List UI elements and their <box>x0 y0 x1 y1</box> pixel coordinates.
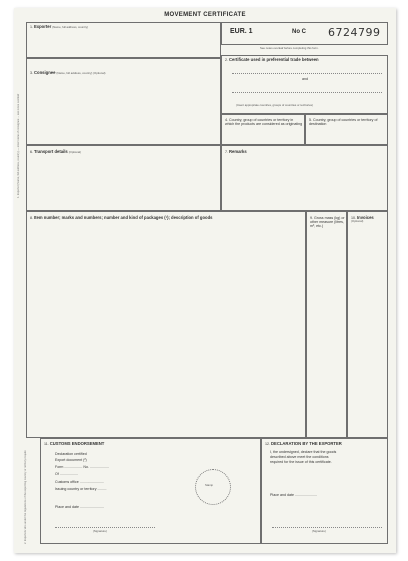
dotted-line <box>232 92 382 93</box>
signature-caption: (Signature) <box>312 529 326 533</box>
consignee-label: Consignee <box>34 70 56 75</box>
notes-hint: See notes overleaf before completing this form. <box>260 46 319 50</box>
preferential-trade-label: Certificate used in preferential trade between <box>229 57 319 62</box>
box-goods-description[interactable] <box>26 211 306 438</box>
customs-office-line[interactable]: Customs office ........................ <box>55 480 104 484</box>
box-preferential-trade[interactable] <box>221 55 388 114</box>
box-origin-country[interactable] <box>221 114 305 145</box>
box-remarks[interactable] <box>221 145 388 211</box>
box-number: 4. <box>225 118 228 122</box>
box-gross-mass[interactable] <box>306 211 347 438</box>
box-destination-country[interactable] <box>305 114 388 145</box>
box-customs-endorsement[interactable] <box>40 438 261 544</box>
document-title: MOVEMENT CERTIFICATE <box>164 12 246 18</box>
box-transport-details[interactable] <box>26 145 221 211</box>
issuing-country-line[interactable]: Issuing country or territory ......... <box>55 487 107 491</box>
side-note-bottom: 2. Exporters who under the regulations of the exporting country or territory require <box>24 450 27 544</box>
certificate-sheet <box>14 8 396 553</box>
exporter-declaration-label: DECLARATION BY THE EXPORTER <box>271 441 342 446</box>
remarks-label: Remarks <box>229 149 247 154</box>
box-number: 2. <box>225 58 228 62</box>
box-number: 5. <box>309 118 312 122</box>
signature-line[interactable] <box>272 527 382 528</box>
invoices-label: Invoices <box>357 215 374 220</box>
box-number: 3. <box>30 71 33 75</box>
signature-line[interactable] <box>55 527 155 528</box>
stamp-label: Stamp <box>205 483 214 487</box>
signature-caption: (Signature) <box>93 529 107 533</box>
box-eur-header <box>221 22 388 45</box>
of-line[interactable]: Of .................. <box>55 472 78 476</box>
box-number: 1. <box>30 25 33 29</box>
box-number: 12. <box>265 442 270 446</box>
destination-country-label: Country, group of countries or territory of destination <box>309 118 378 127</box>
consignee-hint: (Name, full address, country) (Optional) <box>56 71 106 75</box>
no-label: No C <box>292 29 306 35</box>
transport-details-hint: (Optional) <box>68 150 82 154</box>
customs-endorsement-label: CUSTOMS ENDORSEMENT <box>49 441 105 446</box>
form-number-line[interactable]: Form .................. No. ................... <box>55 465 109 469</box>
box-number: 11. <box>44 442 49 446</box>
box-invoices[interactable] <box>347 211 388 438</box>
side-note-top: 1. Exporter (Name, full address, country) — enter name of consignee ... see notes overleaf <box>17 93 20 198</box>
eur-label: EUR. 1 <box>230 28 253 35</box>
invoices-hint: (Optional) <box>351 219 364 224</box>
declaration-certified: Declaration certified <box>55 452 87 456</box>
exporter-label: Exporter <box>34 24 52 29</box>
and-label: and <box>302 77 308 81</box>
box-exporter[interactable] <box>26 22 221 58</box>
export-document: Export document (²) <box>55 458 87 462</box>
box-consignee[interactable] <box>26 58 221 145</box>
exporter-hint: (Name, full address, country) <box>52 25 89 29</box>
box-number: 6. <box>30 150 33 154</box>
preferential-trade-hint: (Insert appropriate countries, groups of countries or territories) <box>236 103 313 107</box>
box-number: 8. <box>30 216 33 220</box>
transport-details-label: Transport details <box>34 149 68 154</box>
declaration-text-3: required for the issue of this certificate. <box>270 460 332 464</box>
place-date-line[interactable]: Place and date ........................ <box>55 505 104 509</box>
declaration-text-2: described above meet the conditions <box>270 455 329 459</box>
serial-number: 6724799 <box>328 26 381 39</box>
gross-mass-label: Gross mass (kg) or other measure (litres, m³, etc.) <box>310 216 345 229</box>
declaration-text-1: I, the undersigned, declare that the goods <box>270 450 337 454</box>
box-number: 10. <box>351 216 356 220</box>
place-date-line[interactable]: Place and date ...................... <box>270 493 317 497</box>
goods-description-label: Item number; marks and numbers; number and kind of packages (¹); description of goods <box>34 215 213 220</box>
dotted-line <box>232 73 382 74</box>
box-number: 7. <box>225 150 228 154</box>
box-exporter-declaration[interactable] <box>261 438 388 544</box>
origin-country-label: Country, group of countries or territory in which the products are considered as originating <box>225 118 303 127</box>
box-number: 9. <box>310 216 313 220</box>
